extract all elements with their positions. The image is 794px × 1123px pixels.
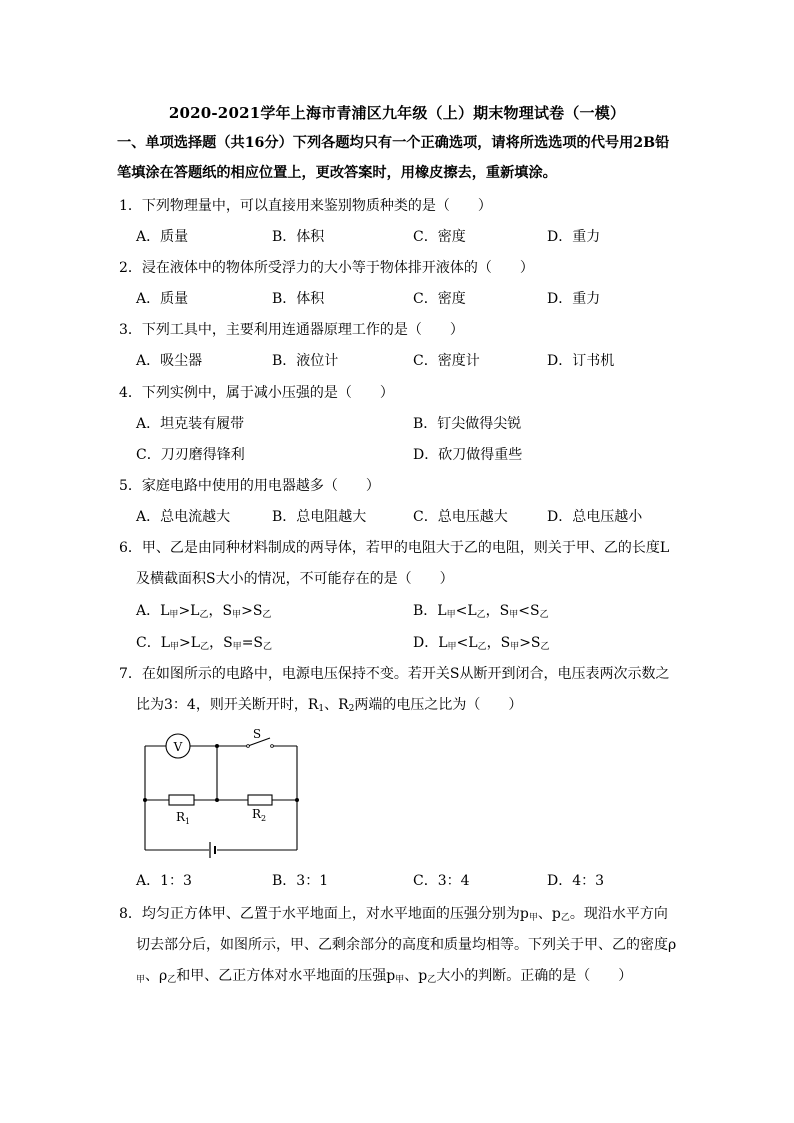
exam-title: 2020-2021学年上海市青浦区九年级（上）期末物理试卷（一模） bbox=[168, 104, 626, 122]
question-1-option-c: C．密度 bbox=[413, 229, 466, 245]
question-8-line3: $_甲$、$\rho_乙$和甲、乙正方体对水平地面的压强$p_甲$、$p_乙$大小的判断。正确的是（ ） bbox=[136, 968, 633, 985]
question-4-option-d: D．砍刀做得重些 bbox=[413, 447, 523, 463]
question-1-option-d: D．重力 bbox=[547, 229, 601, 245]
question-3-option-d: D．订书机 bbox=[547, 353, 615, 369]
section-instruction-line2: 笔填涂在答题纸的相应位置上，更改答案时，用橡皮擦去，重新填涂。 bbox=[117, 165, 557, 181]
question-5-option-b: B．总电阻越大 bbox=[272, 509, 367, 525]
junction-middle bbox=[215, 798, 219, 802]
question-8-line2: 切去部分后，如图所示，甲、乙剩余部分的高度和质量均相等。下列关于甲、乙的密度ρ bbox=[136, 937, 677, 953]
question-6-option-b: B．$L_甲<L_乙$，$S_甲<S_乙$ bbox=[413, 603, 549, 620]
question-1-option-a: A．质量 bbox=[136, 229, 189, 245]
question-4-option-c: C．刀刃磨得锋利 bbox=[136, 447, 245, 463]
switch-label: S bbox=[252, 727, 262, 741]
question-6-option-a: A．$L_甲>L_乙$，$S_甲>S_乙$ bbox=[136, 603, 272, 620]
circuit-diagram bbox=[138, 726, 310, 858]
switch-contact-right bbox=[271, 745, 274, 748]
battery-icon bbox=[210, 842, 215, 858]
junction-left bbox=[143, 798, 147, 802]
question-7-option-b: B．3：1 bbox=[272, 873, 329, 889]
question-7-option-c: C．3：4 bbox=[413, 873, 470, 889]
question-7-stem-line1: 7．在如图所示的电路中，电源电压保持不变。若开关S从断开到闭合，电压表两次示数之 bbox=[119, 666, 670, 682]
question-6-stem-line2: 及横截面积S大小的情况，不可能存在的是（ ） bbox=[136, 571, 454, 587]
r2-label: $R_2$ bbox=[252, 807, 267, 823]
question-6-option-d: D．$L_甲<L_乙$，$S_甲>S_乙$ bbox=[413, 635, 550, 652]
question-6-stem-line1: 6．甲、乙是由同种材料制成的两导体，若甲的电阻大于乙的电阻，则关于甲、乙的长度L bbox=[119, 540, 670, 556]
question-8-line1: 8．均匀正方体甲、乙置于水平地面上，对水平地面的压强分别为$p_甲$、$p_乙$。现沿水平方向 bbox=[119, 906, 668, 923]
question-5-option-d: D．总电压越小 bbox=[547, 509, 643, 525]
question-7-stem-line2: 比为3：4，则开关断开时，$R_1$、$R_2$两端的电压之比为（ ） bbox=[136, 697, 523, 714]
junction-right bbox=[295, 798, 299, 802]
question-2-option-d: D．重力 bbox=[547, 291, 601, 307]
section-instruction-line1: 一、单项选择题（共16分）下列各题均只有一个正确选项，请将所选选项的代号用2B铅 bbox=[117, 135, 670, 151]
question-3-option-a: A．吸尘器 bbox=[136, 353, 203, 369]
question-7-option-a: A．1：3 bbox=[136, 873, 192, 889]
question-5-option-c: C．总电压越大 bbox=[413, 509, 508, 525]
question-3-option-b: B．液位计 bbox=[272, 353, 339, 369]
voltmeter-label: V bbox=[173, 740, 183, 754]
resistor-r1 bbox=[169, 795, 194, 805]
question-2-option-a: A．质量 bbox=[136, 291, 189, 307]
r1-label: $R_1$ bbox=[176, 810, 191, 826]
resistor-r2 bbox=[248, 795, 272, 805]
question-1-option-b: B．体积 bbox=[272, 229, 325, 245]
question-5-option-a: A．总电流越大 bbox=[136, 509, 231, 525]
question-2-option-b: B．体积 bbox=[272, 291, 325, 307]
question-4-option-a: A．坦克装有履带 bbox=[136, 416, 245, 432]
question-1-stem: 1．下列物理量中，可以直接用来鉴别物质种类的是（ ） bbox=[119, 198, 492, 214]
question-3-stem: 3．下列工具中，主要利用连通器原理工作的是（ ） bbox=[119, 322, 464, 338]
question-3-option-c: C．密度计 bbox=[413, 353, 480, 369]
junction-middle-top bbox=[215, 744, 219, 748]
question-4-option-b: B．钉尖做得尖锐 bbox=[413, 416, 522, 432]
question-2-option-c: C．密度 bbox=[413, 291, 466, 307]
question-2-stem: 2．浸在液体中的物体所受浮力的大小等于物体排开液体的（ ） bbox=[119, 260, 534, 276]
question-6-option-c: C．$L_甲>L_乙$，$S_甲=S_乙$ bbox=[136, 635, 273, 652]
question-7-option-d: D．4：3 bbox=[547, 873, 605, 889]
switch-contact-left bbox=[247, 745, 250, 748]
question-4-stem: 4．下列实例中，属于减小压强的是（ ） bbox=[119, 385, 394, 401]
question-5-stem: 5．家庭电路中使用的用电器越多（ ） bbox=[119, 478, 380, 494]
